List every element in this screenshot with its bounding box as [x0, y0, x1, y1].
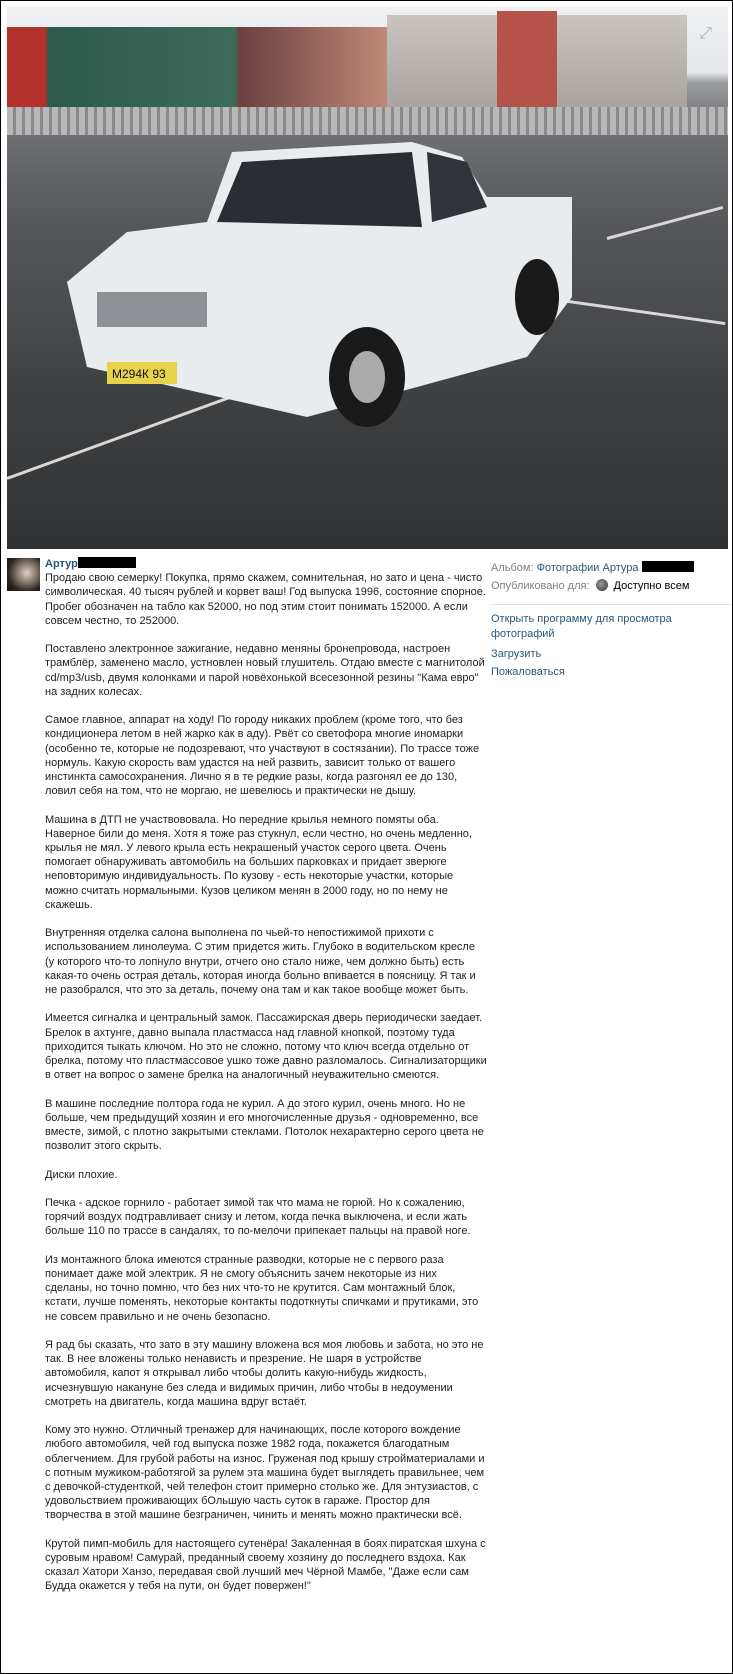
paragraph: Имеется сигналка и центральный замок. Пассажирская дверь периодически заедает. Брелок в ахтунге, давно выпала пластмасса над главной кнопкой, поэтому туда приходится тыкать ключом. Но это не сложно, потому что ключ всегда отдельно от брелка, потому что пластмассовое ушко тоже давно разломалось. Сигнализаторщики в ответ на вопрос о замене брелка на аналогичный неуважительно смеются. [45, 1012, 487, 1082]
paragraph: Самое главное, аппарат на ходу! По городу никаких проблем (кроме того, что без кондиционера летом в ней жарко как в аду). Рвёт со светофора многие иномарки (особенно те, которые не подозревают, что участвуют в состязании). По трассе тоже нормуль. Какую скорость вам удастся на ней развить, зависит только от вашего инстинкта самосохранения. Лично я в те редкие разы, когда разгонял ее до 130, ловил себя на том, что не моргаю, не шевелюсь и практически не дышу. [45, 714, 480, 798]
paragraph: Внутренняя отделка салона выполнена по чьей-то непостижимой прихоти с использованием линолеума. С этим придется жить. Глубоко в водительском кресле (у которого что-то лопнуло внутри, отчего оно стало ниже, чем должно быть) есть какая-то очень острая деталь, которая иногда больно впивается в поясницу. Я так и не разобрался, что это за деталь, почему она там и как такое вообще может быть. [45, 927, 476, 997]
published-value: Доступно всем [613, 580, 690, 592]
car [67, 127, 587, 427]
open-photo-viewer-link[interactable]: Открыть программу для просмотра фотографий [491, 613, 672, 640]
album-label: Альбом: [491, 562, 534, 574]
license-plate: М294К 93 [112, 367, 166, 381]
paragraph: В машине последние полтора года не курил. А до этого курил, очень много. Но не больше, чем предыдущий хозяин и его многочисленные друзья - одновременно, все вместе, зимой, с плотно закрытыми стеклами. Потолок нехарактерно серого цвета не позволит этого скрыть. [45, 1097, 484, 1153]
paragraph: Кому это нужно. Отличный тренажер для начинающих, после которого вождение любого автомобиля, чей год выпуска позже 1982 года, покажется благодатным облегчением. Для грубой работы на износ. Груженая под крышу стройматериалами и с потным мужиком-работягой за рулем эта машина будет выглядеть правильнее, чем с девочкой-студенткой, чей телефон стоит примерно столько же. Для энтузиастов, с удовольствием проживающих бОльшую часть суток в гараже. Простор для творчества в этой машине безграничен, чинить и менять можно практически всё. [45, 1424, 485, 1522]
post-text [45, 571, 487, 1593]
privacy-row [491, 577, 731, 595]
building-red [497, 11, 557, 111]
avatar[interactable] [7, 558, 40, 591]
author-name[interactable]: Артур [45, 558, 78, 570]
parking-line [607, 206, 724, 240]
redacted-surname [78, 557, 136, 568]
expand-icon[interactable]: ⤢ [699, 25, 712, 42]
paragraph: Крутой пимп-мобиль для настоящего сутенёра! Закаленная в боях пиратская шхуна с суровым нравом! Самурай, преданный своему хозяину до последнего вздоха. Как сказал Хатори Ханзо, передавая свой лучший меч Чёрной Мамбе, "Даже если сам Будда окажется у тебя на пути, он будет повержен!" [45, 1537, 486, 1593]
redacted-name [642, 561, 694, 572]
paragraph: Поставлено электронное зажигание, недавно меняны бронепровода, настроен трамблёр, заменено масло, устновлен новый глушитель. Отдаю вместе с магнитолой cd/mp3/usb, двумя колонками и парой новёхонькой всесезонной резины "Кама евро" на задних колесах. [45, 643, 485, 698]
photo-sidebar [491, 559, 731, 681]
download-link[interactable]: Загрузить [491, 648, 542, 660]
published-label: Опубликовано для: [491, 580, 590, 592]
paragraph: Диски плохие. [45, 1168, 118, 1181]
photo[interactable] [7, 7, 728, 549]
paragraph: Печка - адское горнило - работает зимой так что мама не горюй. Но к сожалению, горячий воздух подтравливает снизу и летом, когда печка выключена, и если жать больше 110 по трассе в сандалях, то по-мелочи припекает пальцы на правой ноге. [45, 1197, 471, 1238]
album-link[interactable]: Фотографии Артура [536, 562, 639, 574]
paragraph: Продаю свою семерку! Покупка, прямо скажем, сомнительная, но зато и цена - чисто символическая. 40 тысяч рублей и корвет ваш! Год выпуска 1996, состояние спорное. Пробег обозначен на табло как 52000, но под этим стоит понимать 152000. А если совсем честно, то 252000. [45, 572, 486, 627]
album-row [491, 559, 731, 577]
report-link[interactable]: Пожаловаться [491, 666, 565, 678]
paragraph: Из монтажного блока имеются странные разводки, которые не с первого раза понимает даже мой электрик. Я не смогу объяснить зачем некоторые из них сделаны, но точно помню, что без них что-то не крутится. Сам монтажный блок, кстати, лучше поменять, некоторые контакты подоткнуты спичками и прутиками, это не совсем правильно и не очень безопасно. [45, 1253, 479, 1323]
globe-icon [596, 579, 608, 591]
divider [491, 604, 731, 605]
post-description [45, 557, 487, 1608]
billboard [7, 27, 387, 107]
paragraph: Машина в ДТП не участвововала. Но передние крылья немного помяты оба. Наверное били до меня. Хотя я тоже раз стукнул, если честно, но очень медленно, крылья не мял. У левого крыла есть некрашеный участок серого цвета. Очень помогает обнаруживать автомобиль на больших парковках и придает зверюге неповторимую индивидуальность. По кузову - есть некоторые участки, которые можно считать нормальными. Кузов целиком менян в 2000 году, но по нему не скажешь. [45, 813, 472, 911]
paragraph: Я рад бы сказать, что зато в эту машину вложена вся моя любовь и забота, но это не так. В нее вложены только ненависть и презрение. Не шаря в устройстве автомобиля, капот я открывал либо чтобы долить какую-нибудь жидкость, исчезнувшую накануне без следа и видимых причин, либо чтобы в недоумении смотреть на двигатель, когда машина вдруг встаёт. [45, 1339, 484, 1408]
